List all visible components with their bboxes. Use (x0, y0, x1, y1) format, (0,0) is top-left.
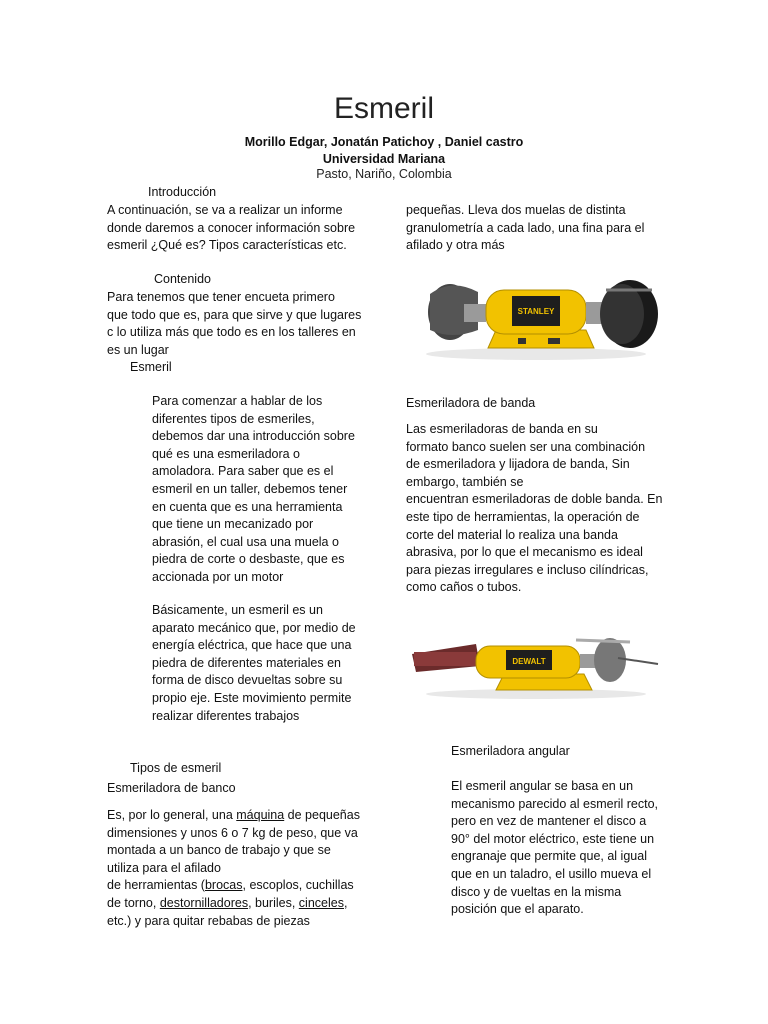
tipos-heading: Tipos de esmeril (130, 761, 222, 775)
banco-lines-mid: dimensiones y unos 6 o 7 kg de peso, que va montada a un banco de trabajo y que se utiliza para el afilado (107, 825, 358, 875)
continued-text: pequeñas. Lleva dos muelas de distinta granulometría a cada lado, una fina para el afilado y otra más (406, 203, 645, 253)
banco-text (107, 807, 387, 930)
banco-line-5: de herramientas (brocas, escoplos, cuchillas (107, 878, 354, 893)
banco-heading: Esmeriladora de banco (107, 781, 236, 795)
banda-text: Las esmeriladoras de banda en su formato banco suelen ser una combinación de esmeriladora y lijadora de banda, Sin embargo, también se encuentran esmeriladoras de doble banda. En este tipo de herramientas, la operación de corte del material lo realiza una banda abrasiva, por lo que el mecanismo es ideal para piezas irregulares e incluso cilíndricas, como caños o tubos. (406, 422, 663, 595)
author-names: Morillo Edgar, Jonatán Patichoy , Daniel castro (244, 135, 524, 149)
brand-label: STANLEY (517, 307, 555, 316)
esmeril-paragraph-2: Básicamente, un esmeril es un aparato mecánico que, por medio de energía eléctrica, que hace que una piedra de diferentes materiales en forma de disco devueltas sobre su propio eje. Este movimiento permite realizar diferentes trabajos (152, 603, 356, 723)
maquina-link[interactable]: máquina (236, 808, 285, 822)
contenido-heading: Contenido (154, 272, 211, 286)
authors (0, 134, 768, 168)
document-title: Esmeril (333, 92, 434, 125)
banco-line-1: Es, por lo general, una máquina de pequeñas (107, 808, 360, 822)
angular-text: El esmeril angular se basa en un mecanismo parecido al esmeril recto, pero en vez de mantener el disco a 90° del motor eléctrico, este tiene un engranaje que permite que, al igual que en un taladro, el usillo mueva el disco y de vueltas en la misma posición que el aparato. (451, 779, 659, 917)
banda-heading: Esmeriladora de banda (406, 396, 536, 410)
intro-text: A continuación, se va a realizar un informe donde daremos a conocer información sobre esmeril ¿Qué es? Tipos características etc. (107, 203, 356, 253)
intro-heading: Introducción (148, 185, 217, 199)
banco-line-6: de torno, destornilladores, buriles, cinceles, (107, 895, 348, 910)
brocas-link[interactable]: brocas (204, 878, 243, 893)
angular-heading: Esmeriladora angular (451, 744, 570, 758)
destornilladores-link[interactable]: destornilladores (159, 895, 249, 910)
cinceles-link[interactable]: cinceles (298, 895, 344, 910)
esmeril-paragraph-1: Para comenzar a hablar de los diferentes tipos de esmeriles, debemos dar una introducción sobre qué es una esmeriladora o amoladora. Para saber que es el esmeril en un taller, debemos tener en cuenta que es una herramienta que tiene un mecanizado por abrasión, el cual usa una muela o piedra de corte o desbaste, que es accionada por un motor (152, 394, 355, 584)
belt-grinder-image (406, 628, 664, 700)
banco-line-7: etc.) y para quitar rebabas de piezas (107, 913, 310, 928)
institution: Universidad Mariana (322, 152, 446, 166)
contenido-text: Para tenemos que tener encueta primero que todo que es, para que sirve y que lugares c lo utiliza más que todo es en los talleres en es un lugar (107, 290, 362, 357)
location: Pasto, Nariño, Colombia (316, 167, 452, 181)
bench-grinder-image (408, 268, 662, 364)
brand-label: DEWALT (512, 657, 546, 666)
esmeril-heading: Esmeril (130, 360, 172, 374)
